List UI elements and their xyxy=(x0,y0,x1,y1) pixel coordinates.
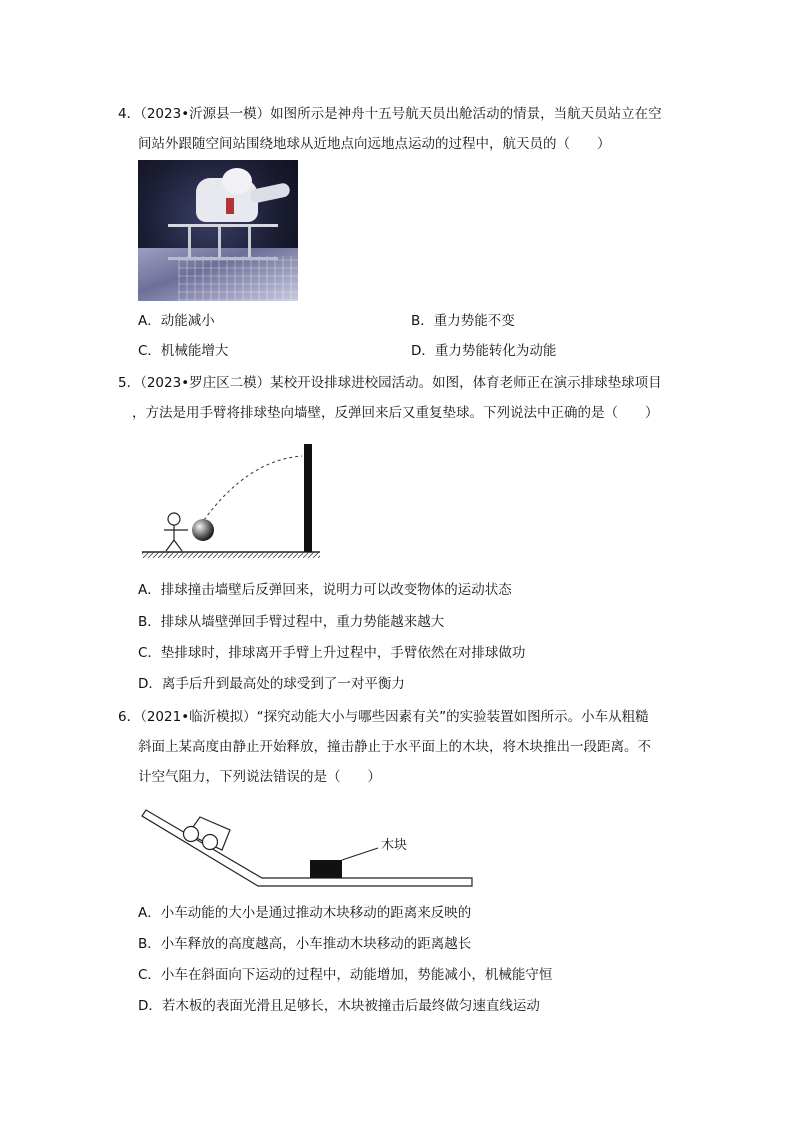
q5-option-d: D．离手后升到最高处的球受到了一对平衡力 xyxy=(138,676,405,692)
label-leader-line xyxy=(342,848,378,860)
astronaut-photo xyxy=(138,160,298,301)
q6-stem-line3: 计空气阻力，下列说法错误的是（ ） xyxy=(138,769,381,785)
q5-option-c: C．垫排球时，排球离开手臂上升过程中，手臂依然在对排球做功 xyxy=(138,645,526,661)
q5-option-b: B．排球从墙壁弹回手臂过程中，重力势能越来越大 xyxy=(138,614,445,630)
volleyball xyxy=(192,519,214,541)
q6-option-d: D．若木板的表面光滑且足够长，木块被撞击后最终做匀速直线运动 xyxy=(138,998,540,1014)
q4-stem-line1: 4．（2023•沂源县一模）如图所示是神舟十五号航天员出舱活动的情景，当航天员站立在空 xyxy=(118,106,662,122)
stick-figure xyxy=(164,513,188,551)
q6-option-a: A．小车动能的大小是通过推动木块移动的距离来反映的 xyxy=(138,905,472,921)
wood-block-label: 木块 xyxy=(381,838,408,853)
q6-option-c: C．小车在斜面向下运动的过程中，动能增加，势能减小，机械能守恒 xyxy=(138,967,553,983)
incline-board xyxy=(142,810,472,886)
q4-stem-line2: 间站外跟随空间站围绕地球从近地点向远地点运动的过程中，航天员的（ ） xyxy=(138,136,611,152)
q4-option-c: C．机械能增大 xyxy=(138,343,229,359)
ground-hatch xyxy=(142,552,320,558)
wood-block xyxy=(310,860,342,878)
q6-stem-line2: 斜面上某高度由静止开始释放，撞击静止于水平面上的木块，将木块推出一段距离。不 xyxy=(138,739,651,755)
q4-option-d: D．重力势能转化为动能 xyxy=(411,343,557,359)
cart-incline-figure xyxy=(138,800,478,892)
q5-stem-line2: ，方法是用手臂将排球垫向墙壁，反弹回来后又重复垫球。下列说法中正确的是（ ） xyxy=(132,405,659,421)
q4-option-b: B．重力势能不变 xyxy=(411,313,515,329)
wall xyxy=(304,444,312,552)
q4-option-a: A．动能减小 xyxy=(138,313,215,329)
q5-stem-line1: 5．（2023•罗庄区二模）某校开设排球进校园活动。如图，体育老师正在演示排球垫球项目 xyxy=(118,375,662,391)
volleyball-wall-figure xyxy=(138,438,328,564)
q5-option-a: A．排球撞击墙壁后反弹回来，说明力可以改变物体的运动状态 xyxy=(138,582,512,598)
ball-trajectory xyxy=(204,456,302,520)
q6-stem-line1: 6．（2021•临沂模拟）“探究动能大小与哪些因素有关”的实验装置如图所示。小车从粗糙 xyxy=(118,709,649,725)
q6-option-b: B．小车释放的高度越高，小车推动木块移动的距离越长 xyxy=(138,936,472,952)
